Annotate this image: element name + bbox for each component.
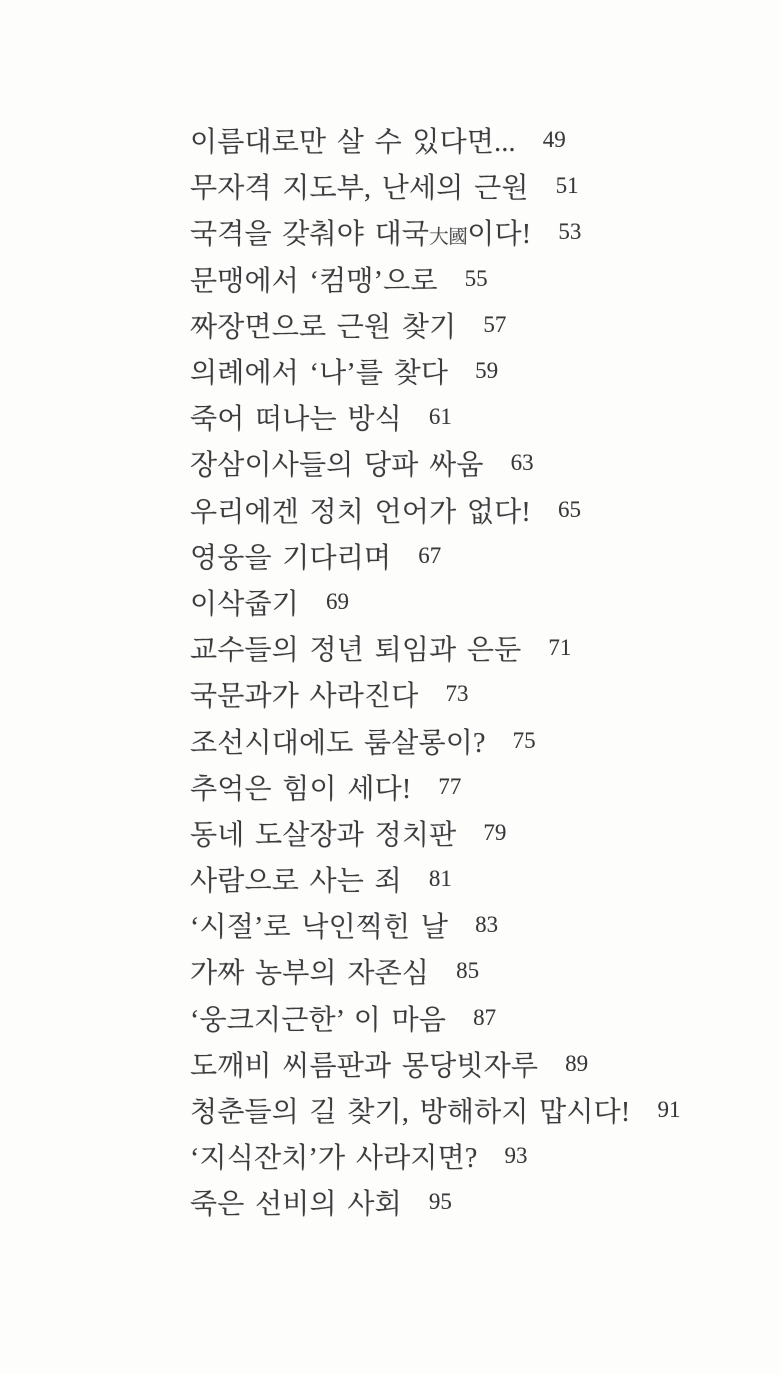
toc-entry-title: 짜장면으로 근원 찾기 bbox=[190, 311, 457, 343]
toc-entry-page-number: 65 bbox=[557, 496, 581, 522]
toc-entry bbox=[190, 948, 750, 994]
toc-entry bbox=[190, 1041, 750, 1087]
toc-entry-page-number: 75 bbox=[512, 727, 536, 753]
toc-entry bbox=[190, 440, 750, 486]
toc-entry bbox=[190, 902, 750, 948]
toc-entry-page-number: 93 bbox=[504, 1143, 528, 1169]
hanja-annotation: 大國 bbox=[429, 227, 468, 249]
toc-entry-title: 사람으로 사는 죄 bbox=[190, 866, 402, 898]
toc-entry-page-number: 51 bbox=[555, 173, 579, 199]
toc-entry-page-number: 53 bbox=[558, 219, 582, 245]
toc-entry bbox=[190, 764, 750, 810]
toc-entry-title: 문맹에서 ‘컴맹’으로 bbox=[190, 265, 438, 297]
toc-entry-page-number: 67 bbox=[418, 542, 442, 568]
toc-entry-title: 도깨비 씨름판과 몽당빗자루 bbox=[190, 1050, 539, 1082]
toc-entry-title: 국문과가 사라진다 bbox=[190, 681, 419, 713]
toc-entry-page-number: 63 bbox=[510, 450, 534, 476]
toc-entry-title: 동네 도살장과 정치판 bbox=[190, 819, 457, 851]
toc-entry-page-number: 95 bbox=[428, 1189, 452, 1215]
toc-entry-title: 의례에서 ‘나’를 찾다 bbox=[190, 358, 449, 390]
toc-entry-page-number: 89 bbox=[565, 1050, 589, 1076]
toc-entry-title: 조선시대에도 룸살롱이? bbox=[190, 727, 486, 759]
toc-entry-title: 우리에겐 정치 언어가 없다! bbox=[190, 496, 531, 528]
toc-entry-title: 죽어 떠나는 방식 bbox=[190, 404, 402, 436]
toc-entry-page-number: 71 bbox=[548, 635, 572, 661]
toc-entry-page-number: 87 bbox=[473, 1004, 497, 1030]
toc-entry-page-number: 49 bbox=[542, 127, 566, 153]
toc-entry-page-number: 59 bbox=[475, 358, 499, 384]
toc-entry-page-number: 85 bbox=[456, 958, 480, 984]
toc-entry-page-number: 61 bbox=[428, 404, 452, 430]
toc-entry-title: 무자격 지도부, 난세의 근원 bbox=[190, 173, 529, 205]
toc-entry-title: 청춘들의 길 찾기, 방해하지 맙시다! bbox=[190, 1097, 631, 1129]
toc-entry bbox=[190, 256, 750, 302]
toc-entry-title: 이름대로만 살 수 있다면... bbox=[190, 127, 516, 159]
toc-entry-page-number: 81 bbox=[428, 866, 452, 892]
toc-entry-title: 영웅을 기다리며 bbox=[190, 542, 392, 574]
toc-entry bbox=[190, 1179, 750, 1225]
toc-entry bbox=[190, 717, 750, 763]
toc-entry bbox=[190, 995, 750, 1041]
toc-entry-page-number: 91 bbox=[657, 1097, 681, 1123]
toc-entry bbox=[190, 1087, 750, 1133]
toc-entry bbox=[190, 671, 750, 717]
toc-entry-page-number: 73 bbox=[445, 681, 469, 707]
toc-entry-page-number: 77 bbox=[438, 773, 462, 799]
table-of-contents bbox=[190, 117, 750, 1226]
toc-entry-page-number: 79 bbox=[483, 819, 507, 845]
toc-entry bbox=[190, 487, 750, 533]
toc-entry-title: ‘지식잔치’가 사라지면? bbox=[190, 1143, 478, 1175]
toc-entry bbox=[190, 579, 750, 625]
toc-entry-page-number: 55 bbox=[464, 265, 488, 291]
toc-entry bbox=[190, 209, 750, 255]
toc-entry-page-number: 69 bbox=[326, 588, 349, 614]
toc-entry bbox=[190, 163, 750, 209]
toc-entry bbox=[190, 1133, 750, 1179]
toc-entry bbox=[190, 810, 750, 856]
toc-entry bbox=[190, 394, 750, 440]
toc-entry-title: 가짜 농부의 자존심 bbox=[190, 958, 430, 990]
toc-entry-title: 국격을 갖춰야 대국大國이다! bbox=[190, 219, 532, 251]
toc-entry-title: ‘웅크지근한’ 이 마음 bbox=[190, 1004, 447, 1036]
toc-entry-page-number: 83 bbox=[475, 912, 499, 938]
toc-entry bbox=[190, 302, 750, 348]
toc-entry bbox=[190, 533, 750, 579]
toc-entry bbox=[190, 856, 750, 902]
toc-entry-title: 교수들의 정년 퇴임과 은둔 bbox=[190, 635, 522, 667]
toc-entry-title: 추억은 힘이 세다! bbox=[190, 773, 412, 805]
toc-entry bbox=[190, 117, 750, 163]
toc-entry-title: ‘시절’로 낙인찍힌 날 bbox=[190, 912, 449, 944]
toc-entry bbox=[190, 348, 750, 394]
toc-entry bbox=[190, 625, 750, 671]
toc-entry-title: 이삭줍기 bbox=[190, 588, 299, 620]
toc-entry-title: 장삼이사들의 당파 싸움 bbox=[190, 450, 484, 482]
toc-entry-page-number: 57 bbox=[483, 311, 507, 337]
toc-entry-title: 죽은 선비의 사회 bbox=[190, 1189, 402, 1221]
